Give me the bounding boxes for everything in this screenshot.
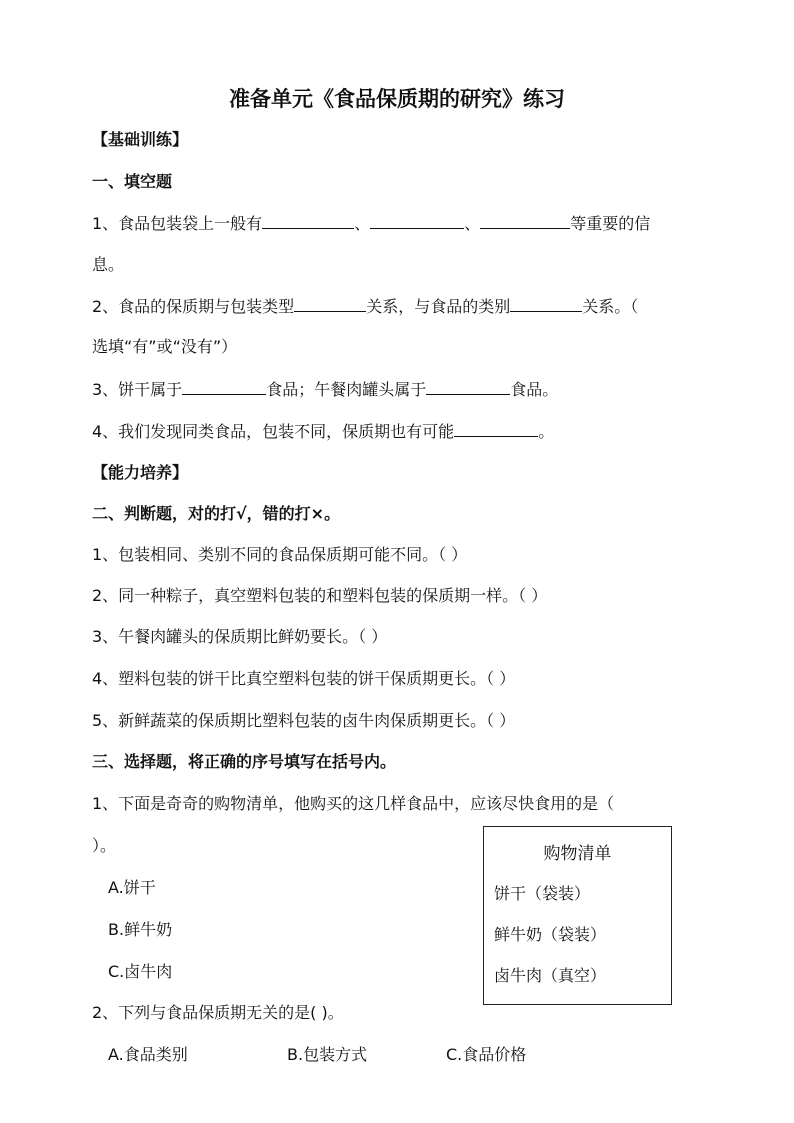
fill-q1-sep1: 、 [354,214,371,233]
fill-q3-line [92,379,558,400]
fill-q1-sep2: 、 [464,214,481,233]
choice-q1-line2: ）。 [92,836,117,855]
fill-q1-line2: 息。 [92,255,125,274]
fill-q2-text-a: 2、食品的保质期与包装类型 [92,297,295,316]
answer-blank[interactable] [182,379,266,395]
fill-q2-line2: 选填“有”或“没有”） [92,337,238,356]
shopping-list-item: 鲜牛奶（袋装） [494,925,607,944]
choice-q1-option-b: B.鲜牛奶 [108,920,173,939]
fill-q3-text-a: 3、饼干属于 [92,380,183,399]
answer-blank[interactable] [370,213,464,229]
answer-blank[interactable] [454,421,538,437]
fill-q4-line [92,421,554,442]
fill-q2-text-b: 关系，与食品的类别 [366,297,511,316]
page-title: 准备单元《食品保质期的研究》练习 [229,87,565,111]
shopping-list-item: 饼干（袋装） [494,884,591,903]
choice-q2-option-b: B.包装方式 [287,1045,368,1064]
fill-q1-text-a: 1、食品包装袋上一般有 [92,214,263,233]
true-false-item: 3、午餐肉罐头的保质期比鲜奶要长。（ ） [92,627,388,646]
section-basic-heading: 【基础训练】 [92,130,189,149]
true-false-item: 4、塑料包装的饼干比真空塑料包装的饼干保质期更长。（ ） [92,669,516,688]
answer-blank[interactable] [480,213,570,229]
true-false-heading: 二、判断题，对的打√，错的打×。 [92,504,341,523]
shopping-list-item: 卤牛肉（真空） [494,966,607,985]
true-false-item: 5、新鲜蔬菜的保质期比塑料包装的卤牛肉保质期更长。（ ） [92,711,516,730]
choice-q1-option-c: C.卤牛肉 [108,962,173,981]
answer-blank[interactable] [294,296,366,312]
answer-blank[interactable] [510,296,582,312]
true-false-item: 1、包装相同、类别不同的食品保质期可能不同。（ ） [92,545,468,564]
choice-q2-option-c: C.食品价格 [446,1045,527,1064]
answer-blank[interactable] [262,213,354,229]
fill-q3-text-c: 食品。 [510,380,559,399]
fill-q1-line1 [92,213,650,234]
fill-q3-text-b: 食品；午餐肉罐头属于 [266,380,427,399]
choice-heading: 三、选择题，将正确的序号填写在括号内。 [92,752,397,771]
choice-q1-option-a: A.饼干 [108,878,156,897]
choice-q1-line1: 1、下面是奇奇的购物清单，他购买的这几样食品中，应该尽快食用的是（ [92,794,615,813]
shopping-list-title: 购物清单 [543,844,612,864]
fill-in-heading: 一、填空题 [92,172,173,191]
fill-q2-line1 [92,296,638,317]
fill-q1-text-b: 等重要的信 [570,214,651,233]
answer-blank[interactable] [426,379,510,395]
fill-q4-text-b: 。 [538,422,555,441]
choice-q2-line: 2、下列与食品保质期无关的是( )。 [92,1003,344,1022]
fill-q2-text-c: 关系。（ [582,297,639,316]
fill-q4-text-a: 4、我们发现同类食品，包装不同，保质期也有可能 [92,422,455,441]
section-ability-heading: 【能力培养】 [92,463,189,482]
true-false-item: 2、同一种粽子，真空塑料包装的和塑料包装的保质期一样。（ ） [92,586,548,605]
choice-q2-option-a: A.食品类别 [108,1045,188,1064]
shopping-list-box [483,826,672,1005]
